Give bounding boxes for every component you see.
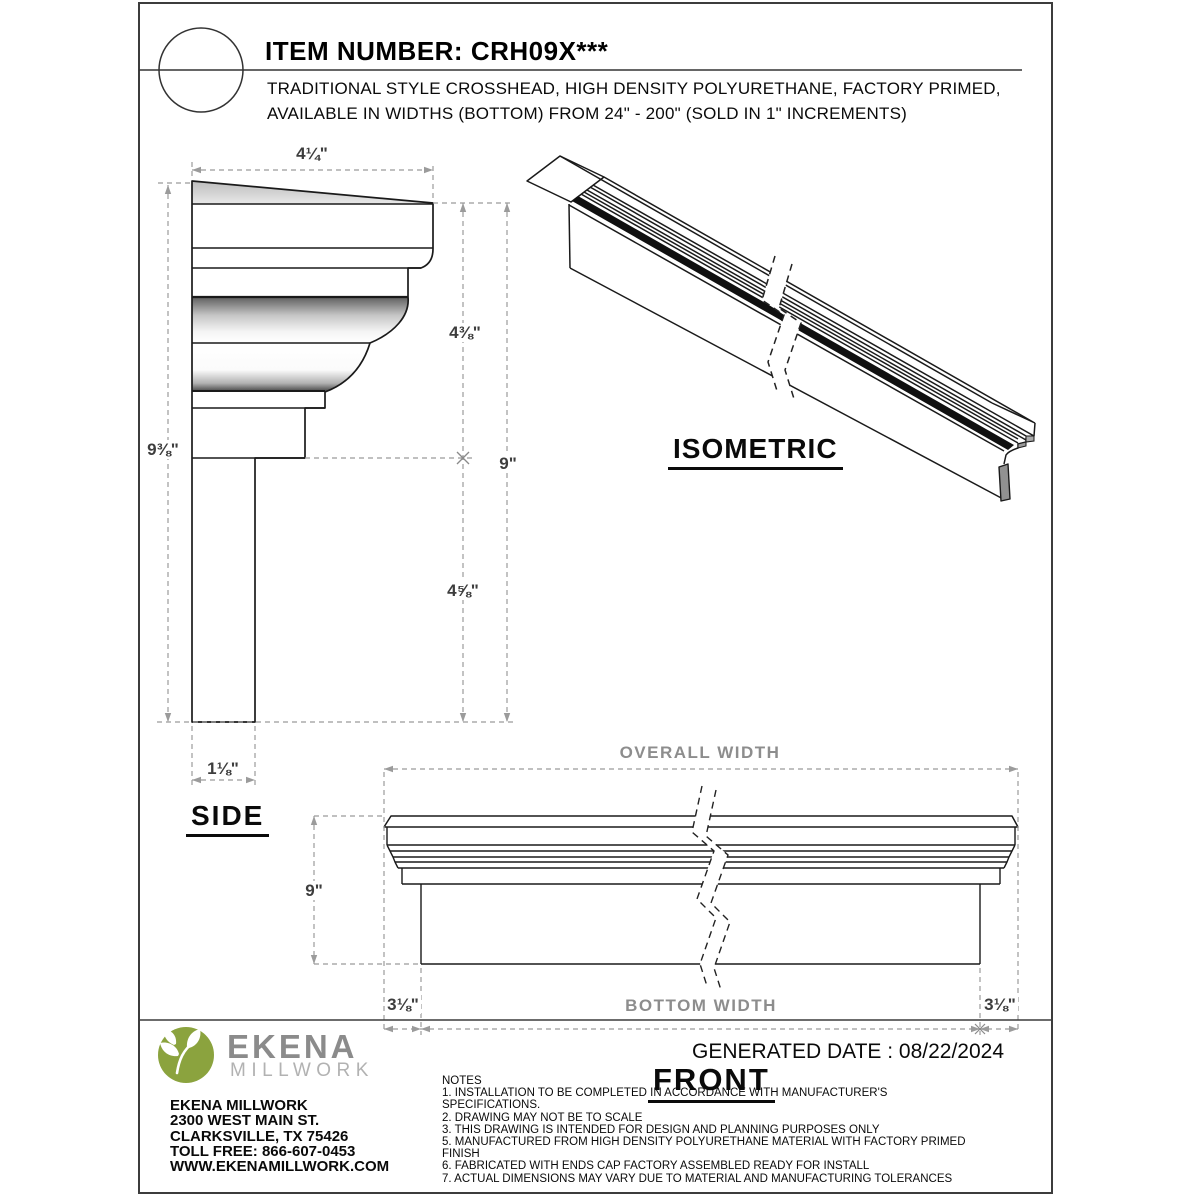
notes-title: NOTES — [442, 1075, 482, 1087]
item-number-title: ITEM NUMBER: CRH09X*** — [265, 36, 609, 66]
brand-subname: MILLWORK — [230, 1060, 374, 1081]
side-dim-lower-height: 4⅝" — [447, 581, 479, 600]
front-bottom-width-label: BOTTOM WIDTH — [625, 996, 777, 1015]
brand-name: EKENA — [227, 1028, 358, 1065]
note-line: 2. DRAWING MAY NOT BE TO SCALE — [442, 1111, 643, 1124]
isometric-view-title: ISOMETRIC — [668, 433, 843, 470]
side-view-drawing — [192, 181, 433, 722]
front-dim-left-inset: 3⅛" — [387, 995, 419, 1014]
note-line: 6. FABRICATED WITH ENDS CAP FACTORY ASSEMBLED READY FOR INSTALL — [442, 1160, 870, 1173]
item-description-line2: AVAILABLE IN WIDTHS (BOTTOM) FROM 24" - 200" (SOLD IN 1" INCREMENTS) — [267, 104, 908, 123]
note-line: 1. INSTALLATION TO BE COMPLETED IN ACCORDANCE WITH MANUFACTURER'S — [442, 1087, 888, 1100]
isometric-break-gap — [762, 256, 801, 402]
front-view-drawing — [384, 786, 1018, 990]
company-address — [170, 1098, 389, 1174]
note-line: SPECIFICATIONS. — [442, 1099, 541, 1112]
side-view-title: SIDE — [186, 800, 269, 837]
note-line: 3. THIS DRAWING IS INTENDED FOR DESIGN AND PLANNING PURPOSES ONLY — [442, 1123, 880, 1136]
note-line: FINISH — [442, 1148, 480, 1161]
side-dim-right-height: 9" — [499, 454, 517, 473]
side-dim-left-height: 9⅜" — [147, 440, 179, 459]
note-line: 7. ACTUAL DIMENSIONS MAY VARY DUE TO MATERIAL AND MANUFACTURING TOLERANCES — [442, 1172, 953, 1185]
generated-date: GENERATED DATE : 08/22/2024 — [692, 1040, 1005, 1063]
notes-block — [442, 1075, 966, 1185]
front-dim-right-inset: 3⅛" — [984, 995, 1016, 1014]
ekena-leaf-logo-icon — [158, 1027, 214, 1083]
address-line: TOLL FREE: 866-607-0453 — [170, 1142, 356, 1160]
address-line: EKENA MILLWORK — [170, 1097, 308, 1114]
front-overall-width-label: OVERALL WIDTH — [619, 743, 781, 762]
address-line: CLARKSVILLE, TX 75426 — [170, 1127, 349, 1145]
side-dim-top-width: 4¼" — [296, 144, 328, 163]
front-view-dimension-arrows — [311, 766, 1018, 1032]
front-dim-height: 9" — [305, 881, 323, 900]
address-line: WWW.EKENAMILLWORK.COM — [170, 1158, 390, 1176]
side-dim-upper-height: 4⅜" — [449, 323, 481, 342]
front-view-title: FRONT — [648, 1062, 775, 1103]
side-dim-bottom-width: 1⅛" — [207, 759, 239, 778]
item-description-line1: TRADITIONAL STYLE CROSSHEAD, HIGH DENSITY POLYURETHANE, FACTORY PRIMED, — [267, 79, 1001, 98]
note-line: 5. MANUFACTURED FROM HIGH DENSITY POLYURETHANE MATERIAL WITH FACTORY PRIMED — [442, 1136, 966, 1149]
address-line: 2300 WEST MAIN ST. — [170, 1112, 320, 1130]
